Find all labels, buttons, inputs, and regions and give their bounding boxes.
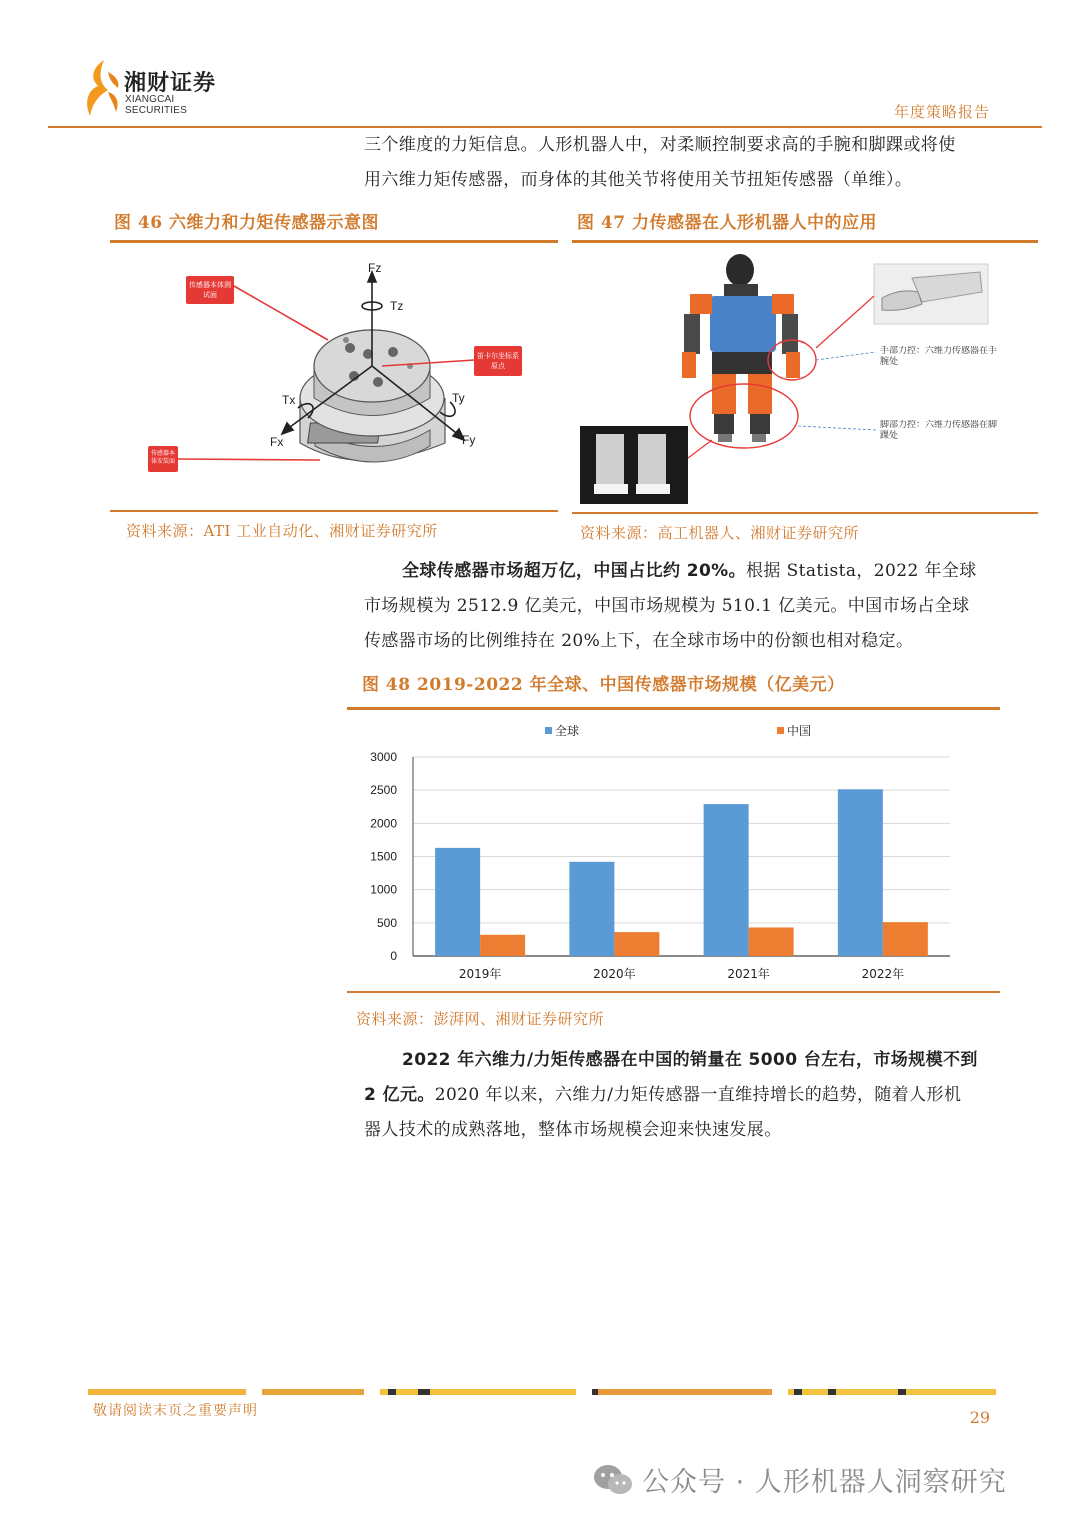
callout-mount-surface: 传感器本体安装面	[148, 446, 320, 472]
fx-axis-label: Fx	[270, 435, 284, 449]
conclusion-bold-line-1: 2022 年六维力/力矩传感器在中国的销量在 5000 台左右，市场规模不到	[402, 1050, 978, 1070]
ty-axis-label: Ty	[452, 391, 465, 405]
y-tick-label: 2000	[370, 816, 397, 831]
page-number: 29	[969, 1408, 990, 1427]
market-line-3: 传感器市场的比例维持在 20%上下，在全球市场中的份额也相对稳定。	[364, 631, 914, 651]
conclusion-line-3: 器人技术的成熟落地，整体市场规模会迎来快速发展。	[364, 1120, 782, 1140]
callout-origin: 笛卡尔坐标系原点	[382, 346, 522, 376]
y-tick-label: 500	[376, 915, 397, 930]
fig46-title: 图 46 六维力和力矩传感器示意图	[114, 213, 379, 233]
fig46-top-rule	[110, 240, 558, 243]
foot-force-label: 脚部力控：六维力传感器在脚踝处	[880, 420, 998, 441]
bar-全球-2019年	[435, 848, 480, 956]
y-tick-label: 3000	[370, 750, 397, 764]
market-paragraph	[364, 554, 1000, 659]
legend-swatch	[545, 727, 552, 734]
hand-force-label: 手部力控：六维力传感器在手腕处	[880, 346, 998, 367]
fz-axis-label: Fz	[368, 261, 382, 275]
fig48-source: 资料来源：澎湃网、湘财证券研究所	[356, 1010, 605, 1028]
company-logo	[82, 58, 232, 118]
fig47-source: 资料来源：高工机器人、湘财证券研究所	[580, 524, 860, 542]
y-tick-label: 1000	[370, 882, 397, 897]
market-line-2: 市场规模为 2512.9 亿美元，中国市场规模为 510.1 亿美元。中国市场占全球	[364, 596, 970, 616]
bar-中国-2019年	[480, 935, 525, 956]
fig48-bottom-rule	[347, 991, 1000, 993]
legend-swatch	[777, 727, 784, 734]
market-bold-lead: 全球传感器市场超万亿，中国占比约 20%。	[402, 561, 747, 581]
market-size-bar-chart	[347, 712, 1000, 990]
callout-test-surface: 传感器本体测试面	[186, 276, 328, 340]
market-line-1	[364, 554, 1000, 589]
bar-全球-2020年	[569, 862, 614, 956]
tx-axis-label: Tx	[282, 393, 296, 407]
chart-bars	[435, 789, 928, 956]
intro-paragraph	[364, 128, 1000, 198]
chart-legend	[545, 723, 811, 738]
intro-line-1: 三个维度的力矩信息。人形机器人中，对柔顺控制要求高的手腕和脚踝或将使	[364, 135, 956, 155]
fig47-top-rule	[572, 240, 1038, 243]
legend-label: 中国	[787, 724, 812, 738]
y-tick-label: 1500	[370, 849, 397, 864]
brand-name-cn: 湘财证券	[124, 71, 217, 96]
tz-axis-label: Tz	[390, 299, 404, 313]
brand-name-en: XIANGCAI SECURITIES	[125, 94, 188, 116]
humanoid-robot-image	[682, 254, 816, 448]
fig47-robot-figure	[572, 248, 1038, 508]
disclaimer-note: 敬请阅读末页之重要声明	[93, 1403, 258, 1419]
fig46-source: 资料来源：ATI 工业自动化、湘财证券研究所	[126, 522, 438, 540]
fig46-sensor-diagram	[110, 248, 558, 506]
fig46-bottom-rule	[110, 510, 558, 512]
x-tick-label: 2019年	[458, 967, 502, 981]
y-tick-label: 2500	[370, 783, 397, 798]
x-tick-label: 2020年	[593, 967, 636, 981]
xiangcai-logo-icon	[82, 58, 122, 118]
y-tick-label: 0	[390, 949, 397, 963]
foot-photo	[580, 426, 688, 504]
bar-中国-2021年	[749, 927, 794, 956]
fig47-title: 图 47 力传感器在人形机器人中的应用	[577, 213, 877, 233]
bar-中国-2022年	[883, 922, 928, 956]
report-type: 年度策略报告	[893, 103, 990, 121]
legend-label: 全球	[555, 724, 580, 738]
bar-中国-2020年	[614, 932, 659, 956]
fig48-top-rule	[347, 707, 1000, 710]
x-tick-label: 2022年	[861, 967, 905, 981]
fig47-bottom-rule	[572, 512, 1038, 514]
conclusion-paragraph	[364, 1043, 1000, 1148]
bar-全球-2022年	[838, 789, 883, 956]
conclusion-line-2	[364, 1078, 1000, 1113]
x-tick-label: 2021年	[727, 967, 770, 981]
hand-photo	[874, 264, 988, 324]
chart-y-tick-labels	[370, 750, 397, 963]
fy-axis-label: Fy	[462, 433, 476, 447]
conclusion-line-2-rest: 2020 年以来，六维力/力矩传感器一直维持增长的趋势，随着人形机	[434, 1085, 962, 1105]
conclusion-bold-line-2: 2 亿元。	[364, 1085, 435, 1105]
footer-decorative-bars	[88, 1389, 996, 1395]
fig48-title: 图 48 2019-2022 年全球、中国传感器市场规模（亿美元）	[362, 675, 845, 695]
wechat-icon	[592, 1462, 634, 1498]
bar-全球-2021年	[704, 804, 749, 956]
chart-x-tick-labels	[459, 966, 904, 981]
market-line-1-rest: 根据 Statista，2022 年全球	[746, 561, 977, 581]
wechat-watermark	[592, 1460, 1007, 1499]
watermark-text: 公众号 · 人形机器人洞察研究	[642, 1467, 1007, 1498]
intro-line-2: 用六维力矩传感器，而身体的其他关节将使用关节扭矩传感器（单维）。	[364, 170, 913, 190]
